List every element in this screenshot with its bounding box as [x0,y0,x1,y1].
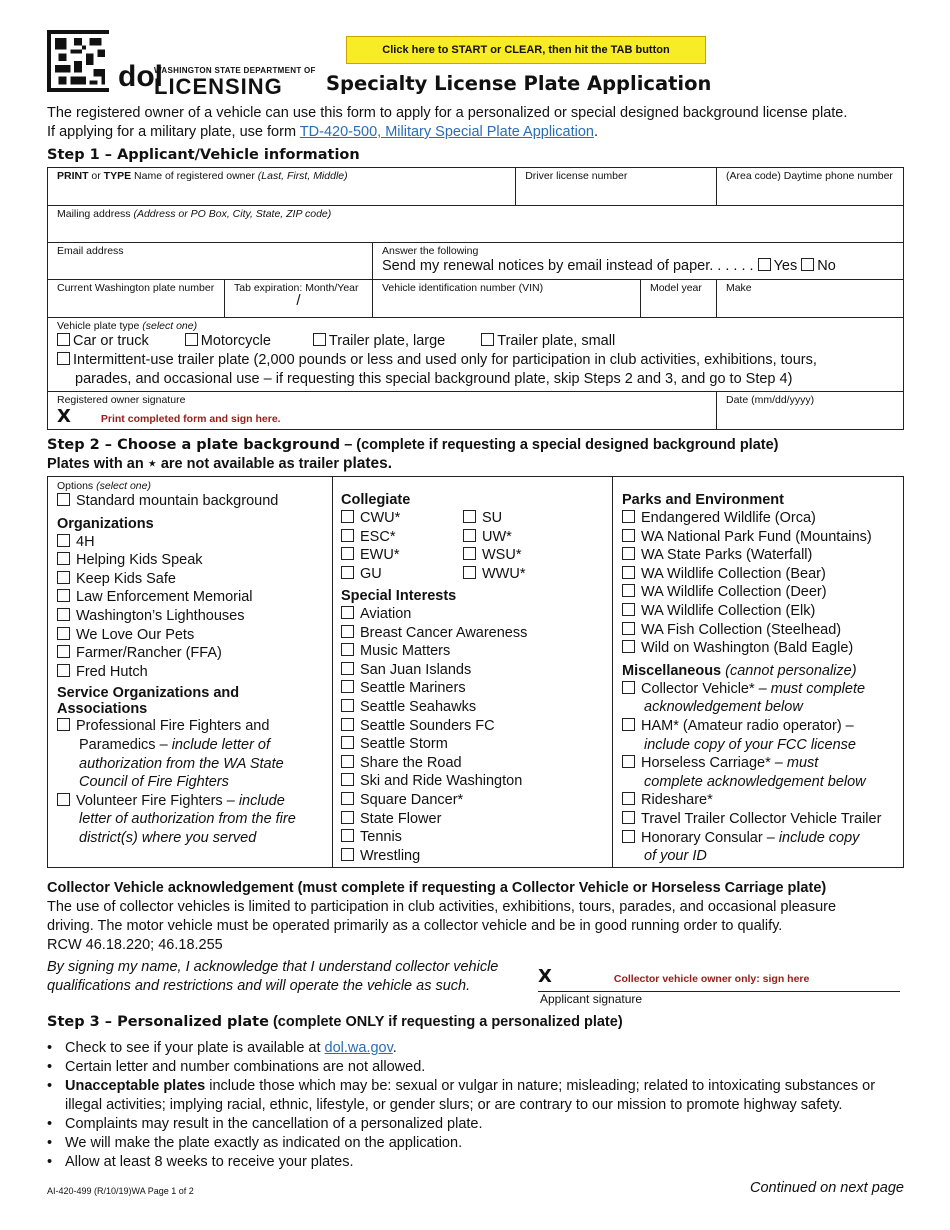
tab-expiration-label: Tab expiration: Month/Year [234,282,359,294]
mailing-address-field[interactable] [48,206,904,243]
plate-background-options [47,476,904,868]
special-interest-label: San Juan Islands [360,661,472,678]
parks-checkbox[interactable] [622,566,635,579]
special-interest-label: Ski and Ride Washington [360,773,523,790]
rideshare-label: Rideshare* [641,792,713,809]
parks-checkbox[interactable] [622,510,635,523]
option-horseless-carriage [622,754,903,773]
plate-number-field[interactable] [48,280,225,318]
car-truck-checkbox[interactable] [57,333,70,346]
parks-checkbox[interactable] [622,640,635,653]
vol-ff-line-2: letter of authorization from the fire [79,811,296,828]
owner-name-label: Name of registered owner [131,170,258,182]
option-travel-trailer [622,810,903,829]
collector-ack-statement-1: By signing my name, I acknowledge that I understand collector vehicle [47,959,499,975]
step2-heading: Step 2 – Choose a plate background [47,437,341,453]
special-interest-option [341,679,612,698]
intermittent-text-2: parades, and occasional use – if requesting this special background plate, skip Steps 2 and 3, and go to Step 4) [75,371,793,387]
vol-ff-line-1b: include [238,792,285,809]
organization-checkbox[interactable] [57,589,70,602]
step3-bullet-3 [47,1077,907,1115]
parks-option [622,528,903,547]
collegiate-label: WWU* [482,565,526,582]
collegiate-grid [341,509,612,584]
special-interest-option [341,717,612,736]
standard-checkbox[interactable] [57,493,70,506]
ham-checkbox[interactable] [622,718,635,731]
date-field[interactable] [716,392,903,430]
vehicle-type-options [57,332,894,351]
collegiate-label: UW* [482,528,512,545]
special-interest-checkbox[interactable] [341,643,354,656]
collector-b: must complete [770,680,866,697]
vehicle-plate-type-cell [48,318,904,392]
step3-bullet-6: • Allow at least 8 weeks to receive your plates. [47,1153,907,1172]
military-plate-form-link[interactable]: TD-420-500, Military Special Plate Application [299,124,594,140]
collegiate-checkbox[interactable] [341,529,354,542]
pro-firefighters-checkbox[interactable] [57,718,70,731]
pro-ff-line-3: authorization from the WA State [79,755,284,772]
make-label: Make [725,282,752,294]
pro-ff-line-2a: Paramedics – [79,736,172,753]
organization-checkbox[interactable] [57,645,70,658]
parks-label: WA Wildlife Collection (Deer) [641,584,827,601]
parks-checkbox[interactable] [622,529,635,542]
special-interests-heading: Special Interests [341,588,457,604]
owner-or-text: or [88,170,104,182]
parks-list [622,509,903,658]
collector-a: Collector Vehicle* – [641,680,771,697]
parks-label: Endangered Wildlife (Orca) [641,510,816,526]
special-interest-option [341,735,612,754]
step3-bullet-1 [47,1039,907,1058]
option-ham [622,717,903,736]
horseless-carriage-checkbox[interactable] [622,755,635,768]
email-field[interactable] [48,243,373,280]
motorcycle-label: Motorcycle [200,333,271,349]
parks-checkbox[interactable] [622,547,635,560]
renewal-question-cell [373,243,904,280]
parks-checkbox[interactable] [622,584,635,597]
travel-trailer-label: Travel Trailer Collector Vehicle Trailer [641,810,882,827]
phone-label: (Area code) Daytime phone number [725,170,893,182]
collegiate-right [463,509,526,583]
bullet-3-bold: Unacceptable plates [65,1078,206,1094]
parks-option [622,583,903,602]
service-heading-1: Service Organizations and [57,685,240,702]
organization-checkbox[interactable] [57,552,70,565]
parks-option [622,602,903,621]
pro-ff-line-2b: include letter of [171,736,271,753]
renewal-yes-checkbox[interactable] [758,258,771,271]
travel-trailer-checkbox[interactable] [622,811,635,824]
rideshare-checkbox[interactable] [622,792,635,805]
collector-signature-x: X [538,966,552,987]
special-interest-label: Seattle Seahawks [360,698,477,715]
organizations-list [57,533,332,682]
bullet-1-post: . [392,1040,397,1056]
pro-ff-line-4: Council of Fire Fighters [79,774,229,791]
collector-ack-heading: Collector Vehicle acknowledgement (must complete if requesting a Collector Vehicle or Horseless Carriage plate) [47,880,827,896]
parks-label: WA State Parks (Waterfall) [641,547,813,564]
step3-bullets [47,1039,907,1172]
collegiate-label: GU [360,565,382,582]
parks-checkbox[interactable] [622,622,635,635]
collegiate-option [463,565,526,584]
special-interest-label: Seattle Sounders FC [360,717,495,734]
owner-signature-label: Registered owner signature [57,394,186,406]
parks-label: WA Wildlife Collection (Elk) [641,602,816,619]
collegiate-label: CWU* [360,510,401,526]
misc-heading-hint: (cannot personalize) [725,662,857,679]
organization-label: Farmer/Rancher (FFA) [76,645,222,662]
trailer-note-star: ⋆ [147,456,157,472]
renewal-question [382,258,894,274]
owner-name-hint: (Last, First, Middle) [257,170,348,182]
option-honorary-consular [622,829,903,848]
collector-ack-statement-2: qualifications and restrictions and will operate the vehicle as such. [47,978,471,994]
organization-checkbox[interactable] [57,627,70,640]
collegiate-option [463,528,526,547]
parks-label: Wild on Washington (Bald Eagle) [641,640,854,657]
service-heading-2: Associations [57,701,148,718]
special-interest-checkbox[interactable] [341,848,354,861]
dol-logo [118,60,316,99]
special-interest-option [341,698,612,717]
honorary-c: of your ID [644,848,707,865]
owner-name-field[interactable] [48,168,516,206]
trailer-note-end: plates. [343,455,393,472]
collector-ack-body-2: driving. The motor vehicle must be operated primarily as a collector vehicle and be in good running order to qualify. [47,918,783,934]
step2-heading-note: – (complete if requesting a special designed background plate) [340,437,779,453]
date-label: Date (mm/dd/yyyy) [725,394,815,406]
vehicle-plate-type-label [57,320,894,332]
step3-heading: Step 3 – Personalized plate [47,1014,269,1030]
options-label [57,480,332,492]
collegiate-checkbox[interactable] [341,547,354,560]
intermittent-option [57,351,894,370]
vol-ff-line-1a: Volunteer Fire Fighters – [76,792,239,809]
special-interest-option [341,661,612,680]
parks-option [622,565,903,584]
driver-license-field[interactable] [516,168,717,206]
horseless-a: Horseless Carriage* – [641,755,787,772]
organization-option [57,644,332,663]
step3-bullet-4: • Complaints may result in the cancellation of a personalized plate. [47,1115,907,1134]
trailer-small-label: Trailer plate, small [497,333,616,349]
vehicle-plate-type-text: Vehicle plate type [57,320,143,332]
collegiate-checkbox[interactable] [463,510,476,523]
trailer-note-pre: Plates with an [47,456,148,472]
renewal-no-label: No [817,258,836,274]
owner-type-bold: TYPE [103,170,132,182]
special-interest-option [341,772,612,791]
special-interests-list [341,605,612,865]
collector-ack-statement [47,958,498,996]
special-interest-label: Breast Cancer Awareness [360,624,528,641]
options-column-2 [333,477,613,867]
option-rideshare [622,791,903,810]
collector-signature-field[interactable] [538,966,900,992]
intermittent-trailer-checkbox[interactable] [57,352,70,365]
car-truck-label: Car or truck [73,333,149,349]
special-interest-label: Tennis [360,829,402,846]
organization-label: Law Enforcement Memorial [76,589,253,606]
organization-checkbox[interactable] [57,664,70,677]
special-interest-checkbox[interactable] [341,625,354,638]
collegiate-label: ESC* [360,528,396,545]
honorary-b: include copy [778,829,860,846]
special-interest-option [341,810,612,829]
logo-licensing-text: LICENSING [154,74,283,99]
organization-option [57,570,332,589]
special-interest-option [341,624,612,643]
step3-bullet-5: • We will make the plate exactly as indicated on the application. [47,1134,907,1153]
special-interest-option [341,828,612,847]
dol-mark: dol [118,60,163,93]
collegiate-label: EWU* [360,547,400,564]
trailer-large-label: Trailer plate, large [328,333,446,349]
option-standard [57,492,332,511]
collegiate-checkbox[interactable] [463,566,476,579]
vol-ff-line-3: district(s) where you served [79,829,257,846]
service-heading [57,685,332,717]
step3-bullet-2: • Certain letter and number combinations are not allowed. [47,1058,907,1077]
special-interest-checkbox[interactable] [341,736,354,749]
organization-option [57,663,332,682]
tab-expiration-separator: / [296,292,301,309]
step1-heading: Step 1 – Applicant/Vehicle information [47,147,360,163]
parks-label: WA Fish Collection (Steelhead) [641,621,842,638]
options-column-1 [48,477,333,867]
collector-acknowledgement [47,879,917,955]
intro-line-2 [47,123,917,142]
dol-website-link[interactable]: dol.wa.gov [324,1040,393,1056]
special-interest-option [341,754,612,773]
intro-line-2-pre: If applying for a military plate, use form [47,124,300,140]
organization-label: Washington’s Lighthouses [76,607,245,624]
organization-label: 4H [76,533,95,550]
option-vol-firefighters [57,792,332,811]
intro-text [47,104,917,142]
special-interest-label: Aviation [360,606,412,622]
vehicle-plate-type-hint: (select one) [142,320,198,332]
organization-option [57,551,332,570]
organization-checkbox[interactable] [57,608,70,621]
special-interest-checkbox[interactable] [341,755,354,768]
misc-heading-text: Miscellaneous [622,662,726,679]
logo-department-text: WASHINGTON STATE DEPARTMENT OF [154,66,316,75]
intro-line-1: The registered owner of a vehicle can use this form to apply for a personalized or special designed background license plate. [47,105,848,121]
bullet-3-rest: include those which may be: sexual or vulgar in nature; misleading; related to intoxicating substances or illegal activities; implying racial, ethnic, lifestyle, or gender slurs; or are contrary to our mission to promote highway safety. [65,1078,876,1113]
collector-sign-here-note: Collector vehicle owner only: sign here [613,973,810,985]
collegiate-option [341,509,400,528]
standard-label: Standard mountain background [76,493,279,509]
collegiate-checkbox[interactable] [463,529,476,542]
model-year-label: Model year [649,282,702,294]
ham-b: include copy of your FCC license [644,736,856,753]
special-interest-label: Seattle Mariners [360,680,466,697]
special-interest-checkbox[interactable] [341,792,354,805]
step1-table [47,167,904,430]
vol-firefighters-checkbox[interactable] [57,793,70,806]
collector-ack-rcw: RCW 46.18.220; 46.18.255 [47,937,223,953]
special-interest-option [341,605,612,624]
trailer-large-checkbox[interactable] [313,333,326,346]
parks-label: WA National Park Fund (Mountains) [641,528,872,545]
special-interest-checkbox[interactable] [341,680,354,693]
special-interest-option [341,847,612,866]
collegiate-option [341,546,400,565]
model-year-field[interactable] [640,280,716,318]
parks-option [622,509,903,528]
honorary-a: Honorary Consular – [641,829,779,846]
continued-note: Continued on next page [750,1180,904,1196]
motorcycle-checkbox[interactable] [185,333,198,346]
step3-heading-note: (complete ONLY if requesting a personalized plate) [268,1014,623,1030]
plate-number-label: Current Washington plate number [57,282,215,294]
special-interest-label: Share the Road [360,754,462,771]
collegiate-label: SU [482,510,503,526]
renewal-question-text: Send my renewal notices by email instead of paper. . . . . . [382,258,754,274]
page-title: Specialty License Plate Application [326,72,712,95]
phone-field[interactable] [716,168,903,206]
mailing-address-label: Mailing address [57,208,134,220]
step3-heading-line [47,1013,623,1031]
bullet-1-pre: Check to see if your plate is available at [65,1040,325,1056]
misc-heading [622,662,903,680]
special-interest-checkbox[interactable] [341,606,354,619]
renewal-yes-label: Yes [773,258,798,274]
organization-label: Keep Kids Safe [76,570,176,587]
honorary-consular-checkbox[interactable] [622,830,635,843]
vin-field[interactable] [373,280,641,318]
organization-checkbox[interactable] [57,534,70,547]
signature-x-mark: X [57,406,71,427]
email-label: Email address [57,245,124,257]
special-interest-checkbox[interactable] [341,662,354,675]
vin-label: Vehicle identification number (VIN) [382,282,544,294]
special-interest-label: Seattle Storm [360,736,448,753]
tab-expiration-field[interactable] [225,280,373,318]
owner-signature-field[interactable] [48,392,717,430]
organization-checkbox[interactable] [57,571,70,584]
special-interest-checkbox[interactable] [341,829,354,842]
organization-option [57,588,332,607]
special-interest-label: State Flower [360,810,442,827]
sign-here-note: Print completed form and sign here. [100,413,281,425]
organization-option [57,607,332,626]
collegiate-option [463,509,526,528]
parks-option [622,621,903,640]
form-id: AI-420-499 (R/10/19)WA Page 1 of 2 [47,1186,194,1196]
trailer-note-mid: are not available as trailer [156,456,343,472]
parks-option [622,639,903,658]
collegiate-checkbox[interactable] [341,510,354,523]
trailer-note [47,455,392,473]
special-interest-option [341,642,612,661]
special-interest-checkbox[interactable] [341,699,354,712]
collegiate-option [341,565,400,584]
collegiate-option [341,528,400,547]
special-interest-checkbox[interactable] [341,811,354,824]
intro-line-2-post: . [593,124,598,140]
special-interest-checkbox[interactable] [341,773,354,786]
collegiate-checkbox[interactable] [463,547,476,560]
organizations-heading: Organizations [57,515,154,532]
parks-option [622,546,903,565]
organization-label: We Love Our Pets [76,626,195,643]
collector-ack-body-1: The use of collector vehicles is limited to participation in club activities, exhibitions, tours, parades, and occasional pleasure [47,899,837,915]
parks-label: WA Wildlife Collection (Bear) [641,565,826,582]
organization-label: Fred Hutch [76,663,148,680]
collegiate-checkbox[interactable] [341,566,354,579]
pro-ff-line-2 [57,736,332,755]
horseless-b: must [786,755,819,772]
special-interest-label: Music Matters [360,643,451,660]
start-clear-button[interactable]: Click here to START or CLEAR, then hit the TAB button [346,36,706,64]
option-collector-vehicle [622,680,903,699]
trailer-small-checkbox[interactable] [481,333,494,346]
owner-print-bold: PRINT [57,170,89,182]
special-interest-option [341,791,612,810]
form-barcode [46,30,110,92]
special-interest-label: Square Dancer* [360,791,464,808]
organization-label: Helping Kids Speak [76,552,203,569]
horseless-c: complete acknowledgement below [644,773,866,790]
collegiate-left [341,509,400,583]
options-label-hint: (select one) [96,480,151,492]
collegiate-heading: Collegiate [341,492,411,508]
parks-heading: Parks and Environment [622,492,784,508]
intermittent-text-1: Intermittent-use trailer plate (2,000 pounds or less and used only for participation in club activities, exhibitions, tours, [73,352,817,368]
special-interest-checkbox[interactable] [341,718,354,731]
applicant-signature-label: Applicant signature [540,992,643,1006]
organization-option [57,626,332,645]
collector-vehicle-checkbox[interactable] [622,681,635,694]
option-pro-firefighters [57,717,332,736]
special-interest-label: Wrestling [360,847,421,864]
answer-label: Answer the following [382,245,479,257]
ham-a: HAM* (Amateur radio operator) – [641,717,854,734]
renewal-no-checkbox[interactable] [801,258,814,271]
step2-heading-line [47,436,779,454]
driver-license-label: Driver license number [525,170,628,182]
make-field[interactable] [716,280,903,318]
options-column-3 [613,477,903,867]
collegiate-label: WSU* [482,547,522,564]
pro-ff-line-1: Professional Fire Fighters and [76,718,270,735]
parks-checkbox[interactable] [622,603,635,616]
options-label-text: Options [57,480,97,492]
collegiate-option [463,546,526,565]
mailing-address-hint: (Address or PO Box, City, State, ZIP code) [133,208,332,220]
organization-option [57,533,332,552]
collector-c: acknowledgement below [644,699,803,716]
